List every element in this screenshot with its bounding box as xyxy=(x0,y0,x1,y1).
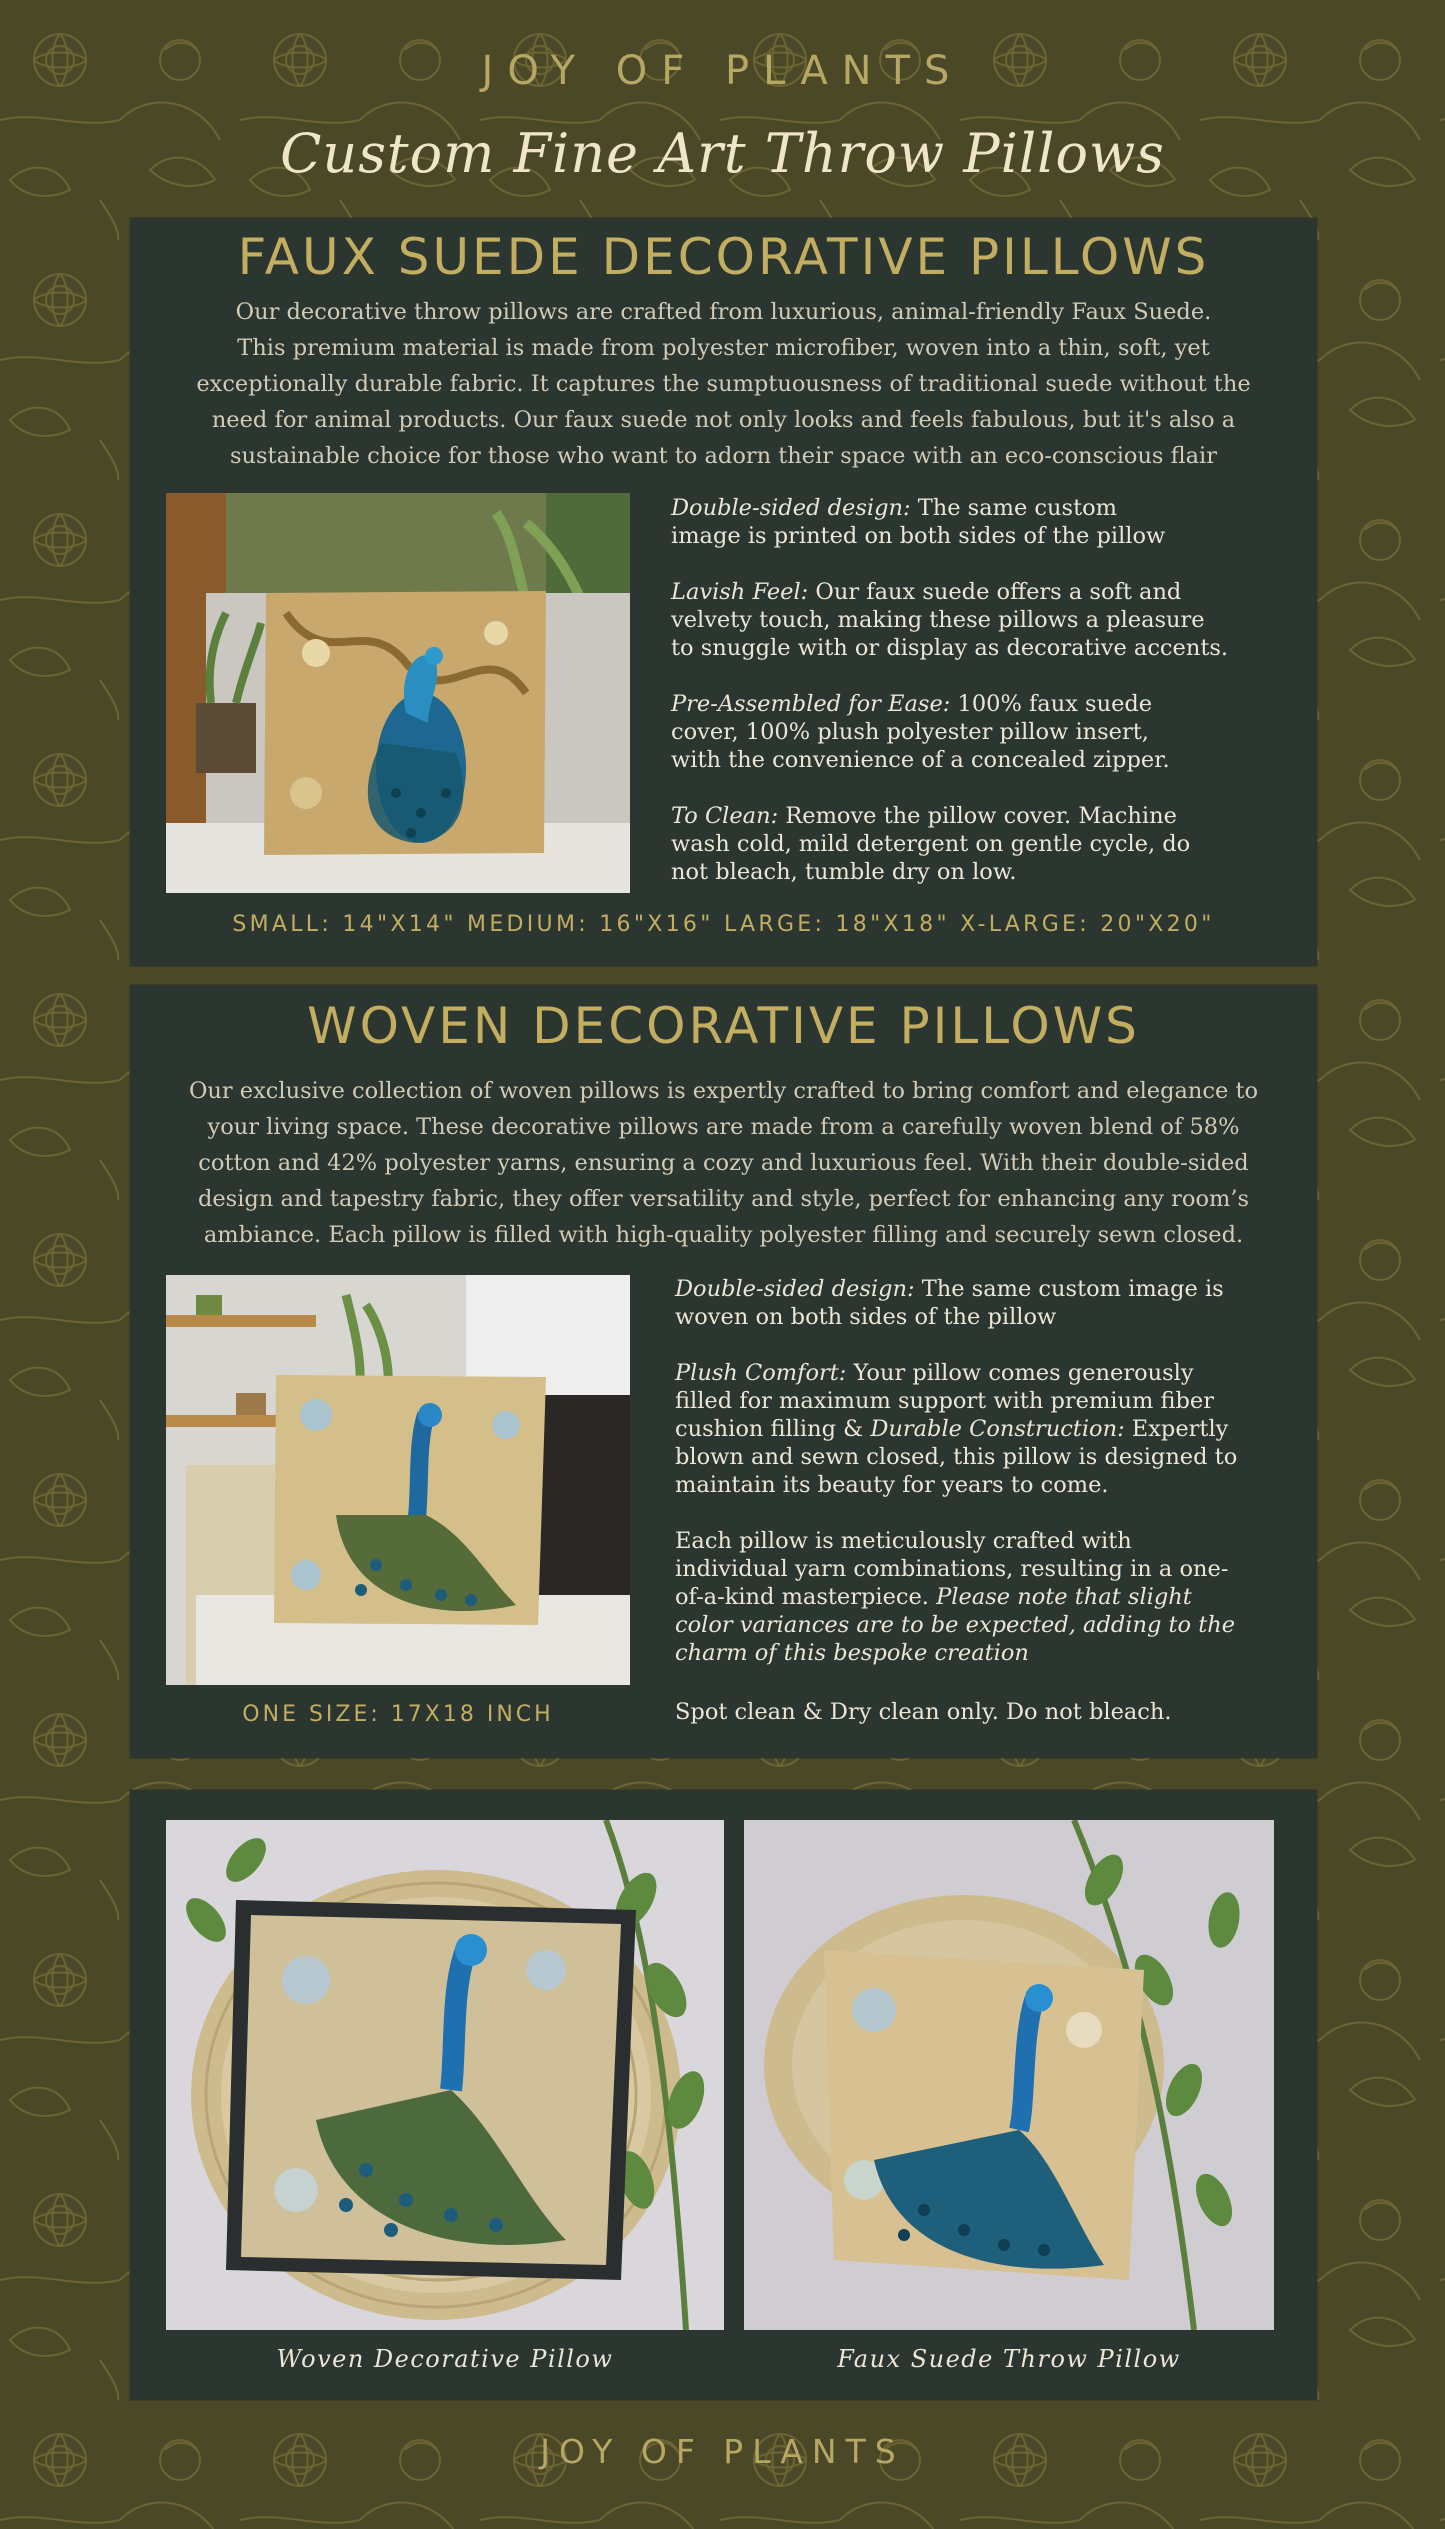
feature-label: Pre-Assembled for Ease: xyxy=(671,691,951,717)
faux-suede-section xyxy=(130,218,1317,966)
woven-section xyxy=(130,985,1317,1758)
intro-line: This premium material is made from polyester microfiber, woven into a thin, soft, yet xyxy=(237,335,1210,361)
feature-text: with the convenience of a concealed zipper. xyxy=(671,747,1170,773)
faux-suede-gallery-photo xyxy=(744,1820,1274,2330)
brand-header: JOY OF PLANTS xyxy=(481,48,964,94)
feature-label: Durable Construction: xyxy=(870,1416,1125,1442)
feature-text: Remove the pillow cover. Machine xyxy=(785,803,1177,829)
feature-text: to snuggle with or display as decorative accents. xyxy=(671,635,1229,661)
faux-suede-features xyxy=(671,494,1291,914)
feature-note: Please note that slight xyxy=(936,1584,1192,1610)
feature-note: charm of this bespoke creation xyxy=(675,1640,1029,1666)
feature-text: 100% faux suede xyxy=(957,691,1153,717)
feature-text: cover, 100% plush polyester pillow insert, xyxy=(671,719,1149,745)
feature-double-sided xyxy=(675,1275,1305,1331)
feature-plush-comfort xyxy=(675,1359,1305,1499)
feature-text: blown and sewn closed, this pillow is designed to xyxy=(675,1444,1238,1470)
woven-size: ONE SIZE: 17X18 INCH xyxy=(242,1702,554,1727)
intro-line: need for animal products. Our faux suede not only looks and feels fabulous, but it's also a xyxy=(211,407,1236,433)
intro-line: cotton and 42% polyester yarns, ensuring a cozy and luxurious feel. With their double-sided xyxy=(198,1150,1249,1176)
feature-note: color variances are to be expected, adding to the xyxy=(675,1612,1236,1638)
intro-line: exceptionally durable fabric. It captures the sumptuousness of traditional suede without the xyxy=(196,371,1251,397)
feature-text: individual yarn combinations, resulting in a one- xyxy=(675,1556,1229,1582)
woven-care-instructions: Spot clean & Dry clean only. Do not bleach. xyxy=(675,1699,1172,1725)
page-subtitle: Custom Fine Art Throw Pillows xyxy=(280,122,1165,185)
feature-text: Expertly xyxy=(1124,1416,1229,1442)
intro-line: your living space. These decorative pillows are made from a carefully woven blend of 58% xyxy=(207,1114,1240,1140)
intro-line: ambiance. Each pillow is filled with high-quality polyester filling and securely sewn closed. xyxy=(203,1222,1244,1248)
faux-suede-title: FAUX SUEDE DECORATIVE PILLOWS xyxy=(237,228,1210,286)
woven-gallery-caption: Woven Decorative Pillow xyxy=(276,2345,614,2373)
faux-suede-sizes: SMALL: 14"X14" MEDIUM: 16"X16" LARGE: 18"X18" X-LARGE: 20"X20" xyxy=(232,912,1215,937)
feature-text: of-a-kind masterpiece. xyxy=(675,1584,937,1610)
woven-pillow-photo xyxy=(166,1275,630,1685)
woven-gallery-photo xyxy=(166,1820,724,2330)
feature-text: Each pillow is meticulously crafted with xyxy=(675,1528,1132,1554)
intro-line: sustainable choice for those who want to adorn their space with an eco-conscious flair xyxy=(229,443,1218,469)
feature-label: Lavish Feel: xyxy=(671,579,809,605)
feature-text: maintain its beauty for years to come. xyxy=(675,1472,1109,1498)
feature-text: woven on both sides of the pillow xyxy=(675,1304,1057,1330)
brand-footer: JOY OF PLANTS xyxy=(540,2432,905,2471)
feature-label: To Clean: xyxy=(671,803,779,829)
faux-suede-pillow-photo xyxy=(166,493,630,893)
feature-label: Plush Comfort: xyxy=(675,1360,847,1386)
feature-text: filled for maximum support with premium fiber xyxy=(675,1388,1214,1414)
feature-text: wash cold, mild detergent on gentle cycle, do xyxy=(671,831,1191,857)
intro-line: Our decorative throw pillows are crafted from luxurious, animal-friendly Faux Suede. xyxy=(235,299,1212,325)
faux-suede-intro xyxy=(170,294,1277,474)
intro-line: Our exclusive collection of woven pillows is expertly crafted to bring comfort and elegance to xyxy=(188,1078,1259,1104)
feature-text: image is printed on both sides of the pillow xyxy=(671,523,1166,549)
feature-text: cushion filling & xyxy=(675,1416,871,1442)
feature-text: velvety touch, making these pillows a pleasure xyxy=(671,607,1205,633)
feature-lavish-feel xyxy=(671,578,1291,662)
feature-label: Double-sided design: xyxy=(675,1276,915,1302)
intro-line: design and tapestry fabric, they offer versatility and style, perfect for enhancing any room’s xyxy=(197,1186,1250,1212)
feature-to-clean xyxy=(671,802,1291,886)
feature-pre-assembled xyxy=(671,690,1291,774)
feature-text: not bleach, tumble dry on low. xyxy=(671,859,1017,885)
woven-features xyxy=(675,1275,1305,1695)
woven-intro xyxy=(170,1073,1277,1253)
feature-text: The same custom xyxy=(917,495,1117,521)
faux-suede-gallery-caption: Faux Suede Throw Pillow xyxy=(837,2345,1181,2373)
feature-text: Our faux suede offers a soft and xyxy=(815,579,1182,605)
gallery-section xyxy=(130,1790,1317,2400)
feature-craftsmanship xyxy=(675,1527,1305,1667)
feature-double-sided xyxy=(671,494,1291,550)
feature-text: The same custom image is xyxy=(921,1276,1224,1302)
feature-text: Your pillow comes generously xyxy=(853,1360,1194,1386)
feature-label: Double-sided design: xyxy=(671,495,911,521)
woven-title: WOVEN DECORATIVE PILLOWS xyxy=(307,997,1140,1055)
